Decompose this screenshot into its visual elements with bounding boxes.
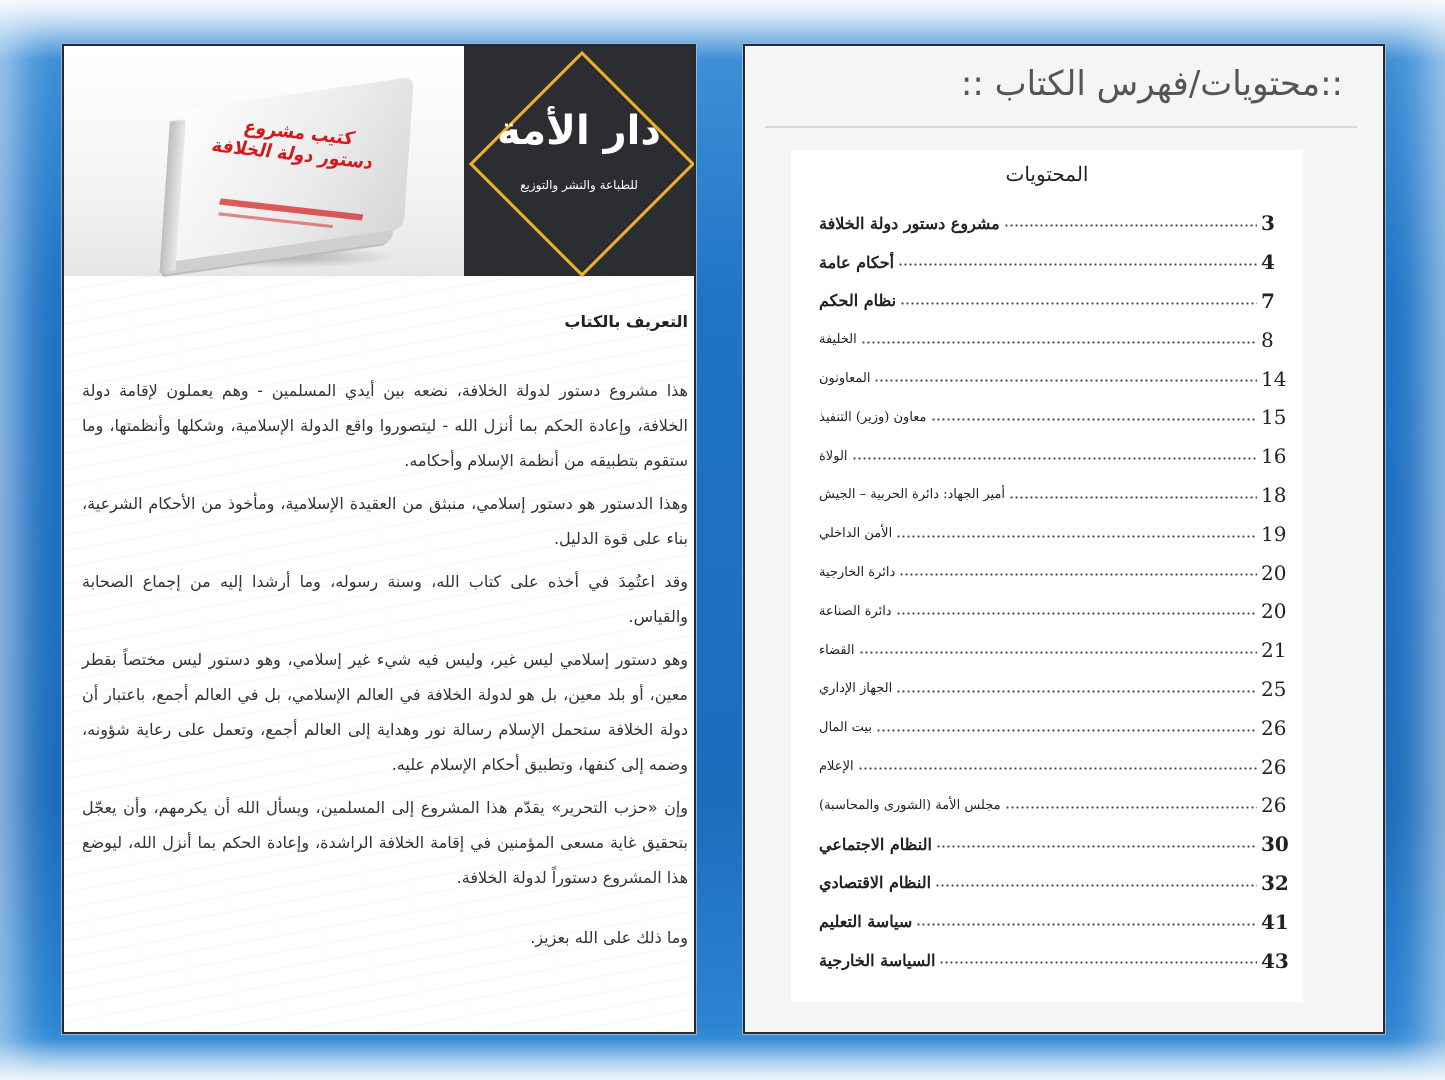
toc-leader-dots [935, 880, 1257, 890]
toc-leader-dots [852, 454, 1257, 464]
toc-leader-dots [1004, 221, 1257, 231]
toc-entry [815, 631, 1291, 670]
toc-entry [815, 786, 1291, 825]
toc-entry-label: سياسة التعليم [819, 912, 913, 932]
description-paragraph: وإن «حزب التحرير» يقدّم هذا المشروع إلى المسلمين، ويسأل الله أن يكرمهم، وأن يعجّل بتحقيق غاية مسعى المؤمنين في إقامة الخلافة الراشدة، وإعادة الحكم بما أنزل الله، ليوضع هذا المشروع دستوراً لدولة الخلافة. [82, 798, 688, 887]
toc-entry-label: النظام الاقتصادي [819, 873, 932, 893]
logo-diamond-icon [469, 51, 695, 277]
toc-page-number: 18 [1261, 482, 1287, 507]
toc-page-number: 7 [1261, 288, 1275, 313]
toc-entry-label: مشروع دستور دولة الخلافة [819, 213, 1000, 233]
toc-entry-label: الإعلام [819, 759, 854, 775]
toc-leader-dots [900, 298, 1257, 308]
book-spine [159, 119, 185, 273]
toc-entry [815, 592, 1291, 631]
toc-entry-label: بيت المال [819, 720, 872, 736]
description-paragraph: وهو دستور إسلامي ليس غير، وليس فيه شيء غير إسلامي، وهو دستور ليس مختصاً بقطر معين، أو بلد معين، بل هو لدولة الخلافة في العالم الإسلامي، بل في العالم أجمع، باعتبار أن دولة الخلافة ستحمل الإسلام رسالة نور وهداية إلى العالم أجمع، وتعمل على رعاية شؤونه، وضمه إلى كنفها، وتطبيق أحكام الإسلام عليه. [82, 650, 688, 774]
book-mockup [174, 77, 414, 262]
toc-page-number: 26 [1261, 715, 1287, 740]
toc-entry [815, 514, 1291, 553]
toc-leader-dots [896, 609, 1257, 619]
publisher-subtitle: للطباعة والنشر والتوزيع [520, 178, 638, 192]
toc-entry [815, 437, 1291, 476]
toc-entry-label: دائرة الصناعة [819, 603, 892, 619]
description-paragraph: وقد اعتُمِدَ في أخذه على كتاب الله، وسنة رسوله، وما أرشدا إليه من إجماع الصحابة والقياس. [82, 572, 688, 626]
toc-page-number: 3 [1261, 211, 1275, 236]
toc-page-number: 32 [1261, 870, 1289, 895]
toc-page-number: 14 [1261, 366, 1287, 391]
toc-leader-dots [931, 415, 1257, 425]
toc-leader-dots [1009, 492, 1257, 502]
toc-page-number: 43 [1261, 948, 1289, 973]
toc-leader-dots [939, 958, 1257, 968]
section-heading: التعريف بالكتاب [564, 312, 688, 331]
toc-entry [815, 243, 1291, 282]
publisher-name: دار الأمة [497, 108, 661, 154]
toc-page-number: 26 [1261, 754, 1287, 779]
publisher-logo [464, 46, 694, 276]
toc-leader-dots [899, 570, 1257, 580]
book-cover-title: كتيب مشروع دستور دولة الخلافة [209, 116, 377, 174]
toc-entry-label: نظام الحكم [819, 291, 897, 311]
toc-entry [815, 708, 1291, 747]
toc-entry-label: معاون (وزير) التنفيذ [819, 409, 927, 425]
toc-entry-label: السياسة الخارجية [819, 951, 936, 971]
toc-list [815, 204, 1291, 980]
toc-entry [815, 320, 1291, 359]
toc-leader-dots [896, 531, 1257, 541]
toc-entry [815, 398, 1291, 437]
toc-scan-page [791, 150, 1303, 1002]
table-of-contents-panel [743, 44, 1385, 1034]
toc-page-number: 25 [1261, 676, 1287, 701]
toc-leader-dots [1005, 803, 1257, 813]
toc-entry [815, 941, 1291, 980]
toc-entry [815, 282, 1291, 321]
toc-leader-dots [861, 337, 1257, 347]
toc-entry [815, 204, 1291, 243]
divider [765, 126, 1357, 128]
toc-entry-label: النظام الاجتماعي [819, 834, 932, 854]
toc-entry [815, 359, 1291, 398]
closing-line: وما ذلك على الله بعزيز. [530, 928, 688, 947]
toc-leader-dots [898, 260, 1257, 270]
toc-entry [815, 476, 1291, 515]
toc-entry-label: أمير الجهاد: دائرة الحربية – الجيش [819, 487, 1006, 503]
hero-banner [64, 46, 694, 276]
toc-leader-dots [936, 842, 1257, 852]
toc-entry-label: أحكام عامة [819, 252, 895, 272]
toc-leader-dots [876, 725, 1257, 735]
toc-entry [815, 553, 1291, 592]
toc-page-title: المحتويات [1005, 162, 1089, 186]
toc-leader-dots [874, 376, 1257, 386]
toc-entry-label: الخليفة [819, 332, 857, 348]
toc-page-number: 41 [1261, 909, 1289, 934]
description-paragraph: وهذا الدستور هو دستور إسلامي، منبثق من العقيدة الإسلامية، ومأخوذ من الأحكام الشرعية، بناء على قوة الدليل. [82, 494, 688, 548]
toc-page-number: 30 [1261, 832, 1289, 857]
toc-page-number: 20 [1261, 560, 1287, 585]
book-intro-panel [62, 44, 696, 1034]
toc-page-number: 20 [1261, 599, 1287, 624]
toc-page-number: 26 [1261, 793, 1287, 818]
toc-entry-label: الجهاز الإداري [819, 681, 893, 697]
toc-entry-label: دائرة الخارجية [819, 565, 896, 581]
toc-entry-label: الأمن الداخلي [819, 526, 893, 542]
toc-page-number: 4 [1261, 250, 1275, 275]
description-paragraph: هذا مشروع دستور لدولة الخلافة، نضعه بين أيدي المسلمين - وهم يعملون لإقامة دولة الخلافة، وإعادة الحكم بما أنزل الله - ليتصوروا واقع الدولة الإسلامية، وشكلها وأنظمتها، وما ستقوم بتطبيقه من أنظمة الإسلام وأحكامه. [82, 381, 688, 470]
toc-entry-label: القضاء [819, 642, 855, 658]
toc-entry [815, 747, 1291, 786]
toc-entry [815, 902, 1291, 941]
toc-entry-label: مجلس الأمة (الشورى والمحاسبة) [819, 797, 1001, 813]
toc-leader-dots [858, 764, 1257, 774]
toc-leader-dots [896, 686, 1257, 696]
toc-entry [815, 825, 1291, 864]
toc-leader-dots [916, 919, 1257, 929]
book-cover-photo [64, 46, 464, 276]
toc-page-number: 16 [1261, 444, 1287, 469]
toc-entry [815, 864, 1291, 903]
toc-entry-label: الولاة [819, 448, 848, 464]
toc-page-number: 15 [1261, 405, 1287, 430]
toc-page-number: 19 [1261, 521, 1287, 546]
toc-page-number: 21 [1261, 638, 1287, 663]
toc-panel-title: ::محتويات/فهرس الكتاب :: [960, 64, 1343, 104]
toc-page-number: 8 [1261, 327, 1274, 352]
book-description [64, 276, 694, 1032]
toc-entry-label: المعاونون [819, 371, 871, 387]
toc-leader-dots [859, 648, 1258, 658]
toc-entry [815, 670, 1291, 709]
